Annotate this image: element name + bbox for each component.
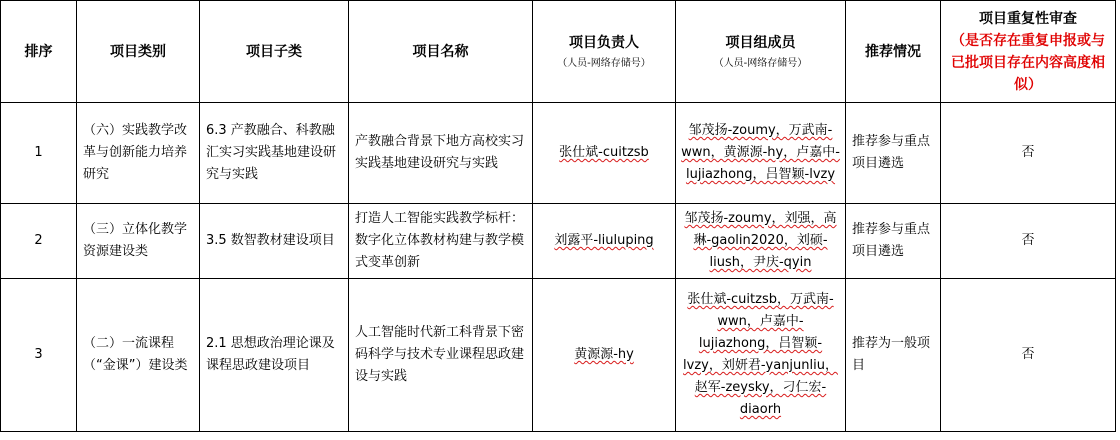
- header-row: [1, 1, 1116, 103]
- header-duplicate-title: 项目重复性审查: [979, 10, 1077, 27]
- cell-subcategory: 2.1 思想政治理论课及课程思政建设项目: [200, 279, 349, 432]
- cell-project-name: 人工智能时代新工科背景下密码科学与技术专业课程思政建设与实践: [349, 279, 533, 432]
- cell-recommendation: 推荐参与重点项目遴选: [846, 204, 941, 279]
- cell-seq: 1: [1, 103, 77, 204]
- cell-duplicate: 否: [941, 103, 1116, 204]
- header-name: 项目名称: [349, 1, 533, 103]
- cell-duplicate: 否: [941, 279, 1116, 432]
- header-leader-sub: （人员-网络存储号）: [557, 57, 651, 69]
- cell-category: （三）立体化教学资源建设类: [77, 204, 200, 279]
- cell-subcategory: 3.5 数智教材建设项目: [200, 204, 349, 279]
- cell-category: （二）一流课程（“金课”）建设类: [77, 279, 200, 432]
- leader-text: 黄源源-hy: [574, 347, 634, 362]
- cell-project-name: 产教融合背景下地方高校实习实践基地建设研究与实践: [349, 103, 533, 204]
- cell-members: [676, 279, 846, 432]
- table-row: [1, 204, 1116, 279]
- cell-seq: 2: [1, 204, 77, 279]
- header-leader: [533, 1, 676, 103]
- header-members-sub: （人员-网络存储号）: [713, 57, 808, 69]
- header-category: 项目类别: [77, 1, 200, 103]
- header-duplicate-review: [941, 1, 1116, 103]
- header-members-title: 项目组成员: [725, 34, 796, 51]
- header-leader-title: 项目负责人: [569, 34, 639, 51]
- header-subcategory: 项目子类: [200, 1, 349, 103]
- header-duplicate-note: （是否存在重复申报或与已批项目存在内容高度相似）: [951, 32, 1105, 93]
- members-text: 邹茂扬-zoumy，刘强，高琳-gaolin2020，刘硕-liush，尹庆-qyin: [684, 211, 837, 270]
- header-seq: 排序: [1, 1, 77, 103]
- cell-members: [676, 103, 846, 204]
- header-members: [676, 1, 846, 103]
- cell-leader: [533, 103, 676, 204]
- cell-project-name: 打造人工智能实践教学标杆：数字化立体教材构建与教学模式变革创新: [349, 204, 533, 279]
- leader-text: 刘露平-liuluping: [554, 233, 654, 248]
- cell-subcategory: 6.3 产教融合、科教融汇实习实践基地建设研究与实践: [200, 103, 349, 204]
- cell-duplicate: 否: [941, 204, 1116, 279]
- members-text: 张仕斌-cuitzsb，万武南-wwn，卢嘉中-lujiazhong，吕智颖-lvzy，刘妍君-yanjunliu，赵军-zeysky，刁仁宏-diaorh: [683, 292, 838, 417]
- leader-text: 张仕斌-cuitzsb: [559, 145, 649, 160]
- cell-leader: [533, 279, 676, 432]
- cell-recommendation: 推荐参与重点项目遴选: [846, 103, 941, 204]
- cell-members: [676, 204, 846, 279]
- table-row: [1, 103, 1116, 204]
- table-row: [1, 279, 1116, 432]
- cell-leader: [533, 204, 676, 279]
- cell-recommendation: 推荐为一般项目: [846, 279, 941, 432]
- header-recommendation: 推荐情况: [846, 1, 941, 103]
- cell-category: （六）实践教学改革与创新能力培养研究: [77, 103, 200, 204]
- cell-seq: 3: [1, 279, 77, 432]
- members-text: 邹茂扬-zoumy，万武南-wwn，黄源源-hy，卢嘉中-lujiazhong，吕智颖-lvzy: [681, 123, 840, 182]
